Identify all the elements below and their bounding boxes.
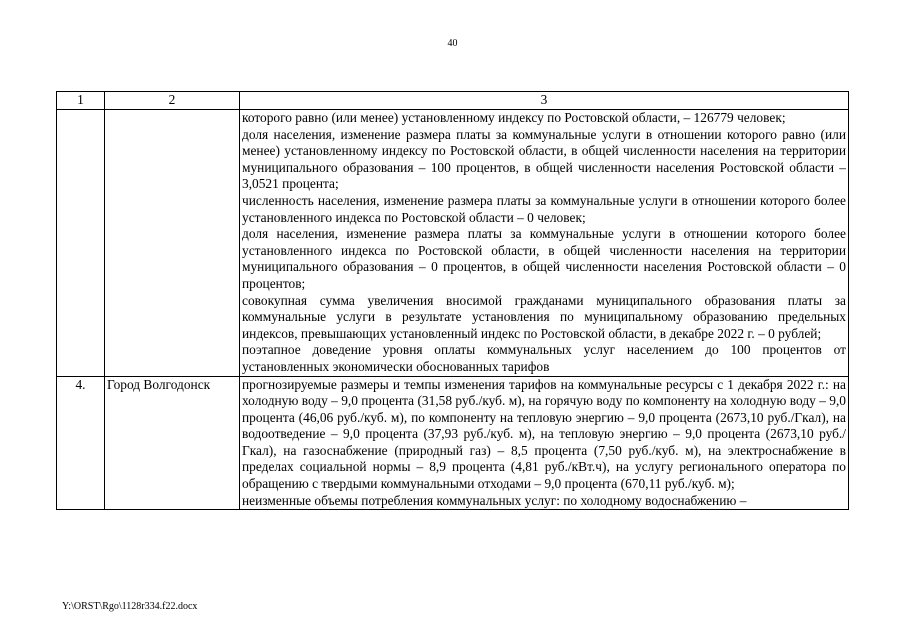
column-header-3: 3 xyxy=(240,92,849,110)
table-header-row xyxy=(57,92,849,110)
indicator-paragraph: прогнозируемые размеры и темпы изменения тарифов на коммунальные ресурсы с 1 декабря 2022 г.: на холодную воду – 9,0 процента (31,58 руб./куб. м), на горячую воду по компоненту на холодную воду – 9,0 процента (46,06 руб./куб. м), по компоненту на тепловую энергию – 9,0 процента (2673,10 руб./Гкал), на водоотведение – 9,0 процента (37,93 руб./куб. м), на тепловую энергию – 9,0 процента (2673,10 руб./Гкал), на газоснабжение (природный газ) – 8,5 процента (7,50 руб./куб. м), на электроснабжение в пределах социальной нормы – 8,9 процента (4,81 руб./кВт.ч), на услугу регионального оператора по обращению с твердыми коммунальными отходами – 9,0 процента (670,11 руб./куб. м); xyxy=(242,376,846,492)
municipality-name-cell xyxy=(105,110,240,377)
indicator-paragraph: которого равно (или менее) установленному индексу по Ростовской области, – 126779 человек; xyxy=(242,110,786,125)
indicator-paragraph: совокупная сумма увеличения вносимой гражданами муниципального образования платы за коммунальные услуги в результате установления по муниципальному образованию предельных индексов, превышающих установленный индекс по Ростовской области, в декабре 2022 г. – 0 рублей; xyxy=(242,292,846,341)
municipality-name-cell: Город Волгодонск xyxy=(105,376,240,509)
row-number-cell: 4. xyxy=(57,376,105,509)
column-header-1: 1 xyxy=(57,92,105,110)
indicator-paragraph: поэтапное доведение уровня оплаты коммунальных услуг населением до 100 процентов от установленных экономически обоснованных тарифов xyxy=(242,342,846,374)
column-header-2: 2 xyxy=(105,92,240,110)
page-number: 40 xyxy=(447,38,458,49)
indicator-paragraph: доля населения, изменение размера платы за коммунальные услуги в отношении которого равно (или менее) установленному индексу по Ростовской области, в общей численности населения на территории муниципального образования – 100 процентов, в общей численности населения Ростовской области – 3,0521 процента; xyxy=(242,126,846,192)
indicator-paragraph: численность населения, изменение размера платы за коммунальные услуги в отношении которого более установленного индекса по Ростовской области – 0 человек; xyxy=(242,192,846,225)
indicators-cell xyxy=(240,110,849,377)
table-row xyxy=(57,110,849,377)
indicator-paragraph: доля населения, изменение размера платы за коммунальные услуги в отношении которого более установленного индекса по Ростовской области, в общей численности населения на территории муниципального образования – 0 процентов, в общей численности населения Ростовской области – 0 процентов; xyxy=(242,226,846,291)
indicator-paragraph: неизменные объемы потребления коммунальных услуг: по холодному водоснабжению – xyxy=(242,492,747,508)
row-number-cell xyxy=(57,110,105,377)
table-row xyxy=(57,376,849,509)
document-table xyxy=(56,91,849,510)
footer-file-path: Y:\ORST\Rgo\1128r334.f22.docx xyxy=(62,601,198,612)
indicators-cell xyxy=(240,376,849,509)
